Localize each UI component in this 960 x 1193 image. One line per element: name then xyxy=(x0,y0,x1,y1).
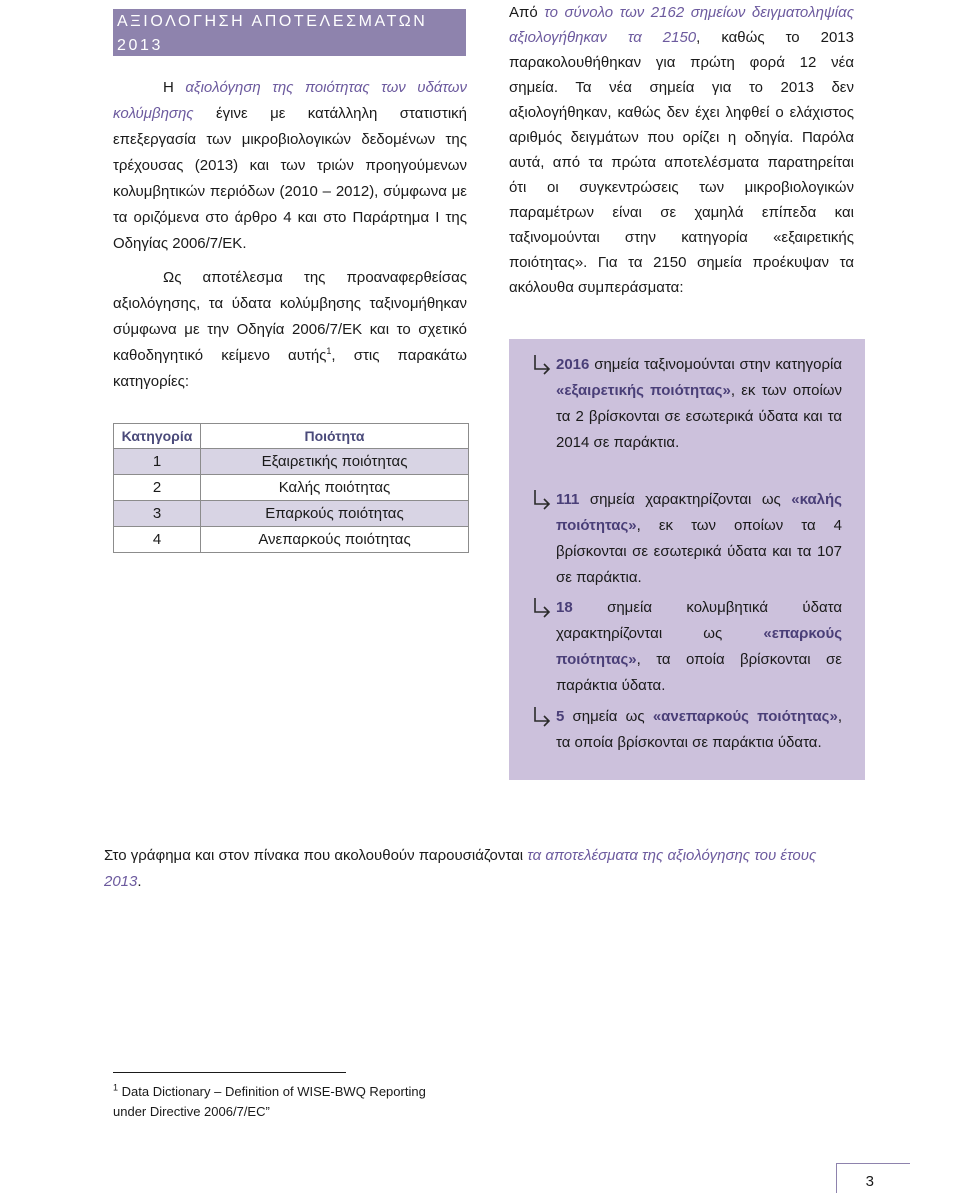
table-row xyxy=(114,475,469,501)
category-cell: 2 xyxy=(114,475,201,501)
footnote-text: Data Dictionary – Definition of WISE-BWQ Reporting under Directive 2006/7/EC” xyxy=(113,1084,426,1119)
result-count: 111 xyxy=(556,491,580,508)
quality-cell: Καλής ποιότητας xyxy=(201,475,469,501)
quality-cell: Εξαιρετικής ποιότητας xyxy=(201,449,469,475)
summary-emphasis: το σύνολο των 2162 σημείων δειγματοληψίας αξιολογήθηκαν τα 2150 xyxy=(509,4,854,46)
result-count: 18 xyxy=(556,599,573,616)
footnote-mark: 1 xyxy=(113,1082,119,1093)
result-count: 5 xyxy=(556,708,565,725)
page-number: 3 xyxy=(836,1163,910,1193)
result-count: 2016 xyxy=(556,356,590,373)
result-item-good: 111 σημεία χαρακτηρίζονται ως «καλής ποιότητας», εκ των οποίων τα 4 βρίσκονται σε εσωτερικά ύδατα και τα 107 σε παράκτια. xyxy=(529,487,842,591)
categories-table xyxy=(113,423,469,553)
table-row xyxy=(114,501,469,527)
results-summary-paragraph: Από το σύνολο των 2162 σημείων δειγματοληψίας αξιολογήθηκαν τα 2150, καθώς το 2013 παρακολουθήθηκαν για πρώτη φορά 12 νέα σημεία. Τα νέα σημεία για το 2013 δεν αξιολογήθηκαν, καθώς δεν έχει ληφθεί ο ελάχιστος αριθμός δειγμάτων που ορίζει η οδηγία. Παρόλα αυτά, από τα πρώτα αποτελέσματα παρατηρείται ότι οι συγκεντρώσεις των μικροβιολογικών παραμέτρων είναι σε χαμηλά επίπεδα και ταξινομούνται στην κατηγορία «εξαιρετικής ποιότητας». Για τα 2150 σημεία προέκυψαν τα ακόλουθα συμπεράσματα: xyxy=(509,4,854,296)
quality-cell: Ανεπαρκούς ποιότητας xyxy=(201,527,469,553)
intro-paragraph-2: Ως αποτέλεσμα της προαναφερθείσας αξιολόγησης, τα ύδατα κολύμβησης ταξινομήθηκαν σύμφωνα με την Οδηγία 2006/7/ΕΚ και το σχετικό καθοδηγητικό κείμενο αυτής$^1$, στις παρακάτω κατηγορίες: xyxy=(113,269,467,390)
category-cell: 1 xyxy=(114,449,201,475)
header-quality: Ποιότητα xyxy=(201,424,469,449)
chart-intro-emphasis: τα αποτελέσματα της αξιολόγησης του έτους 2013 xyxy=(104,847,817,890)
quality-cell: Επαρκούς ποιότητας xyxy=(201,501,469,527)
arrow-bullet-icon xyxy=(529,704,555,730)
footnote-ref[interactable]: 1 xyxy=(326,346,332,356)
result-item-poor: 5 σημεία ως «ανεπαρκούς ποιότητας», τα οποία βρίσκονται σε παράκτια ύδατα. xyxy=(529,704,842,756)
results-box xyxy=(509,339,865,780)
section-title: ΑΞΙΟΛΟΓΗΣΗ ΑΠΟΤΕΛΕΣΜΑΤΩΝ 2013 xyxy=(113,9,466,56)
table-row xyxy=(114,449,469,475)
arrow-bullet-icon xyxy=(529,487,555,513)
intro-emphasis: αξιολόγηση της ποιότητας των υδάτων κολύμβησης xyxy=(113,79,467,122)
category-cell: 3 xyxy=(114,501,201,527)
footnote xyxy=(113,1082,453,1122)
result-item-excellent: 2016 σημεία ταξινομούνται στην κατηγορία «εξαιρετικής ποιότητας», εκ των οποίων τα 2 βρίσκονται σε εσωτερικά ύδατα και τα 2014 σε παράκτια. xyxy=(529,352,842,456)
arrow-bullet-icon xyxy=(529,595,555,621)
footnote-separator xyxy=(113,1072,346,1073)
table-header-row xyxy=(114,424,469,449)
header-category: Κατηγορία xyxy=(114,424,201,449)
table-row xyxy=(114,527,469,553)
chart-intro-sentence: Στο γράφημα και στον πίνακα που ακολουθούν παρουσιάζονται τα αποτελέσματα της αξιολόγησης του έτους 2013. xyxy=(104,847,817,890)
intro-paragraph-1: Η αξιολόγηση της ποιότητας των υδάτων κολύμβησης έγινε με κατάλληλη στατιστική επεξεργασία των μικροβιολογικών δεδομένων της τρέχουσας (2013) και των τριών προηγούμενων κολυμβητικών περιόδων (2010 – 2012), σύμφωνα με τα οριζόμενα στο άρθρο 4 και στο Παράρτημα Ι της Οδηγίας 2006/7/ΕΚ. xyxy=(113,79,467,252)
category-cell: 4 xyxy=(114,527,201,553)
result-item-sufficient: 18 σημεία κολυμβητικά ύδατα χαρακτηρίζονται ως «επαρκούς ποιότητας», τα οποία βρίσκονται σε παράκτια ύδατα. xyxy=(529,595,842,699)
arrow-bullet-icon xyxy=(529,352,555,378)
